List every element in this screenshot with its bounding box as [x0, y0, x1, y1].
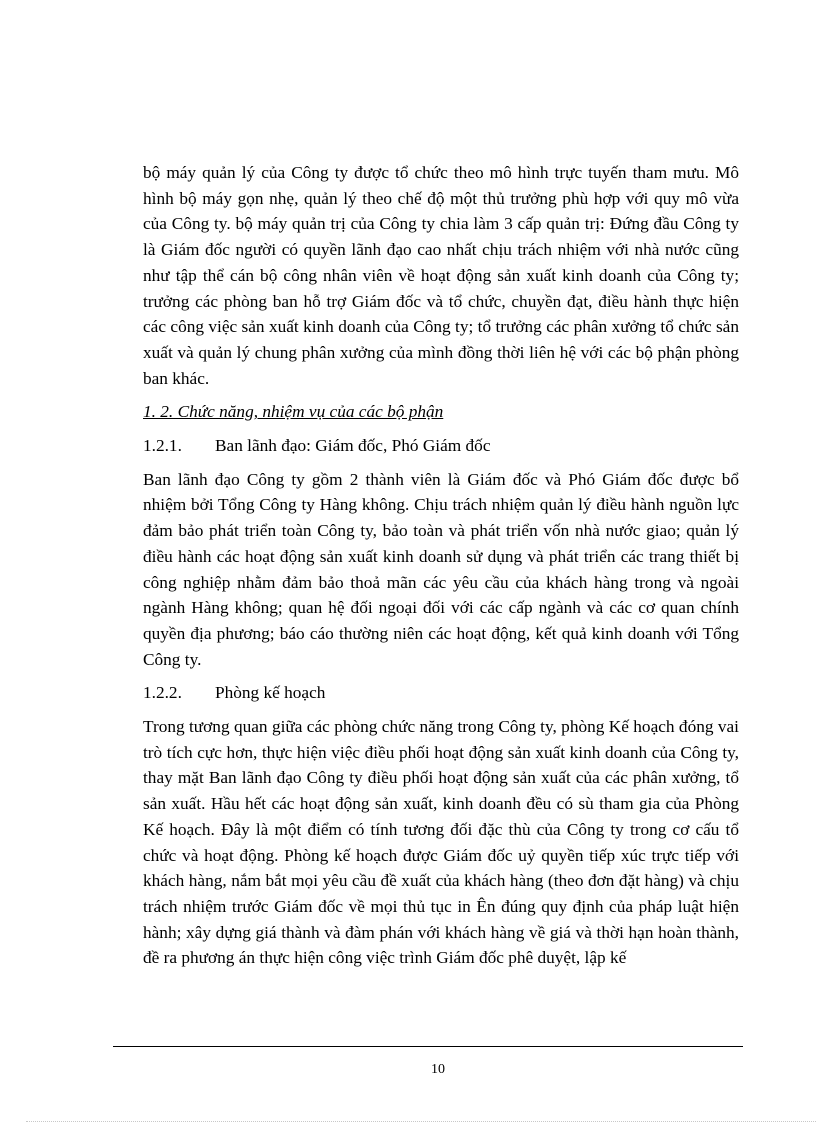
paragraph-planning: Trong tương quan giữa các phòng chức năng trong Công ty, phòng Kế hoạch đóng vai trò tích cực hơn, thực hiện việc điều phối hoạt động sản xuất kinh doanh của Công ty, thay mặt Ban lãnh đạo Công ty điều phối hoạt động sản xuất của các phân xưởng, tổ sản xuất. Hầu hết các hoạt động sản xuất, kinh doanh đều có sù tham gia của Phòng Kế hoạch. Đây là một điểm có tính tương đối đặc thù của Công ty trong cơ cấu tổ chức và hoạt động. Phòng kế hoạch được Giám đốc uỷ quyền tiếp xúc trực tiếp với khách hàng, nắm bắt mọi yêu cầu đề xuất của khách hàng (theo đơn đặt hàng) và chịu trách nhiệm trước Giám đốc về mọi thủ tục in Ên đúng quy định của pháp luật hiện hành; xây dựng giá thành và đàm phán với khách hàng về giá và thời hạn hoàn thành, đề ra phương án thực hiện công việc trình Giám đốc phê duyệt, lập kế — [143, 717, 739, 968]
document-body — [143, 160, 739, 971]
page-number: 10 — [431, 1062, 445, 1077]
paragraph-org-structure: bộ máy quản lý của Công ty được tổ chức theo mô hình trực tuyến tham mưu. Mô hình bộ máy gọn nhẹ, quản lý theo chế độ một thủ trưởng phù hợp với quy mô vừa của Công ty. bộ máy quản trị của Công ty chia làm 3 cấp quản trị: Đứng đầu Công ty là Giám đốc người có quyền lãnh đạo cao nhất chịu trách nhiệm với nhà nước cũng như tập thể cán bộ công nhân viên về hoạt động sản xuất kinh doanh của Công ty; trưởng các phòng ban hỗ trợ Giám đốc và tổ chức, chuyền đạt, điều hành thực hiện các công việc sản xuất kinh doanh của Công ty; tổ trưởng các phân xưởng tổ chức sản xuất và quản lý chung phân xưởng của mình đồng thời liên hệ với các bộ phận phòng ban khác. — [143, 163, 739, 388]
subsection-heading-leadership — [143, 433, 739, 459]
subsection-number: 1.2.1. — [143, 436, 182, 456]
subsection-title: Ban lãnh đạo: Giám đốc, Phó Giám đốc — [215, 436, 491, 456]
page-bottom-edge — [26, 1121, 816, 1122]
subsection-number: 1.2.2. — [143, 683, 182, 703]
footer-divider — [113, 1046, 743, 1047]
paragraph-leadership: Ban lãnh đạo Công ty gồm 2 thành viên là Giám đốc và Phó Giám đốc được bổ nhiệm bởi Tổng Công ty Hàng không. Chịu trách nhiệm quản lý điều hành nguồn lực đảm bảo phát triển toàn Công ty, bảo toàn và phát triển vốn nhà nước giao; quản lý điều hành các hoạt động sản xuất kinh doanh sử dụng và phát triển các trang thiết bị công nghiệp nhằm đảm bảo thoả mãn các yêu cầu của khách hàng trong và ngoài ngành Hàng không; quan hệ đối ngoại đối với các cấp ngành và các cơ quan chính quyền địa phương; báo cáo thường niên các hoạt động, kết quả kinh doanh với Tổng Công ty. — [143, 469, 739, 669]
subsection-heading-planning — [143, 680, 739, 706]
subsection-title: Phòng kế hoạch — [215, 683, 326, 703]
section-title: 1. 2. Chức năng, nhiệm vụ của các bộ phận — [143, 402, 444, 422]
